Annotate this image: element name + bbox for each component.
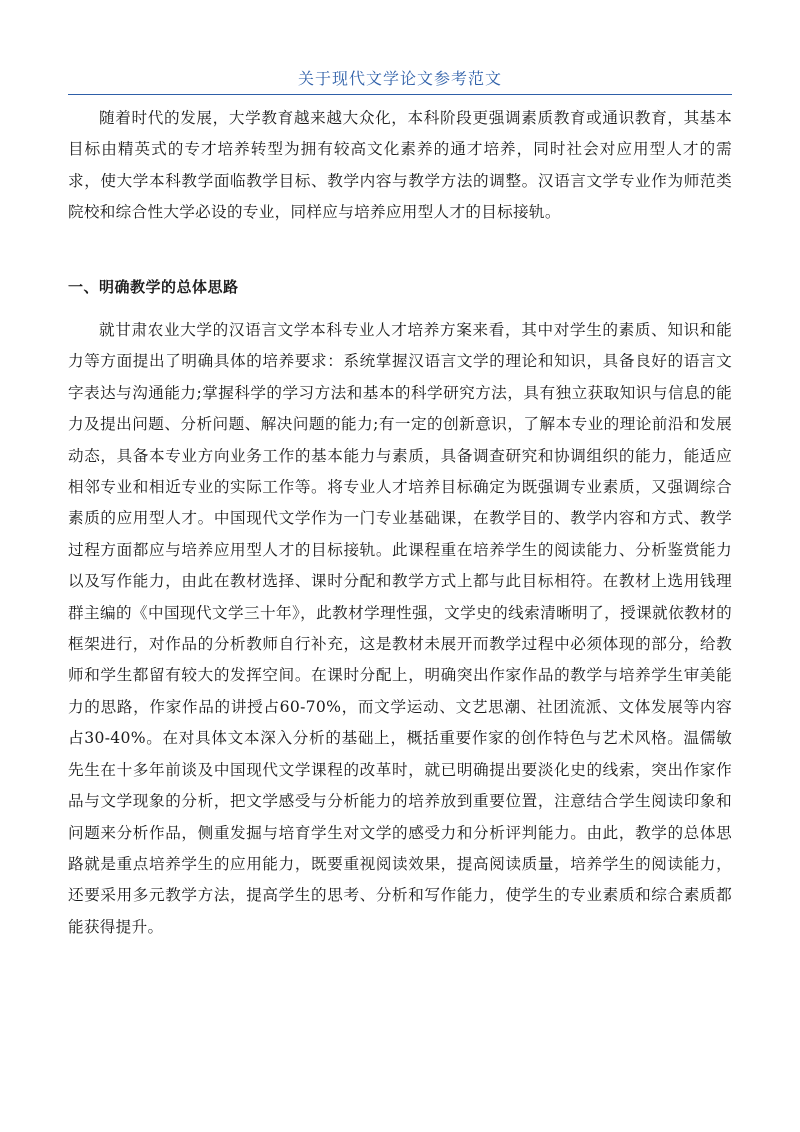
intro-paragraph: 随着时代的发展，大学教育越来越大众化，本科阶段更强调素质教育或通识教育，其基本目标由精英式的专才培养转型为拥有较高文化素养的通才培养，同时社会对应用型人才的需求，使大学本科教学面临教学目标、教学内容与教学方法的调整。汉语言文学专业作为师范类院校和综合性大学必设的专业，同样应与培养应用型人才的目标接轨。 xyxy=(68,109,732,222)
section-heading: 一、明确教学的总体思路 xyxy=(68,278,239,296)
document-title: 关于现代文学论文参考范文 xyxy=(297,69,502,88)
body-paragraph: 就甘肃农业大学的汉语言文学本科专业人才培养方案来看，其中对学生的素质、知识和能力等方面提出了明确具体的培养要求：系统掌握汉语言文学的理论和知识，具备良好的语言文字表达与沟通能力;掌握科学的学习方法和基本的科学研究方法，具有独立获取知识与信息的能力及提出问题、分析问题、解决问题的能力;有一定的创新意识，了解本专业的理论前沿和发展动态，具备本专业方向业务工作的基本能力与素质，具备调查研究和协调组织的能力，能适应相邻专业和相近专业的实际工作等。将专业人才培养目标确定为既强调专业素质，又强调综合素质的应用型人才。中国现代文学作为一门专业基础课，在教学目的、教学内容和方式、教学过程方面都应与培养应用型人才的目标接轨。此课程重在培养学生的阅读能力、分析鉴赏能力以及写作能力，由此在教材选择、课时分配和教学方式上都与此目标相符。在教材上选用钱理群主编的《中国现代文学三十年》，此教材学理性强，文学史的线索清晰明了，授课就依教材的框架进行，对作品的分析教师自行补充，这是教材未展开而教学过程中必须体现的部分，给教师和学生都留有较大的发挥空间。在课时分配上，明确突出作家作品的教学与培养学生审美能力的思路，作家作品的讲授占60-70%，而文学运动、文艺思潮、社团流派、文体发展等内容占30-40%。在对具体文本深入分析的基础上，概括重要作家的创作特色与艺术风格。温儒敏先生在十多年前谈及中国现代文学课程的改革时，就已明确提出要淡化史的线索，突出作家作品与文学现象的分析，把文学感受与分析能力的培养放到重要位置，注意结合学生阅读印象和问题来分析作品，侧重发掘与培育学生对文学的感受力和分析评判能力。由此，教学的总体思路就是重点培养学生的应用能力，既要重视阅读效果，提高阅读质量，培养学生的阅读能力，还要采用多元教学方法，提高学生的思考、分析和写作能力，使学生的专业素质和综合素质都能获得提升。 xyxy=(68,321,732,936)
title-divider xyxy=(68,94,732,95)
